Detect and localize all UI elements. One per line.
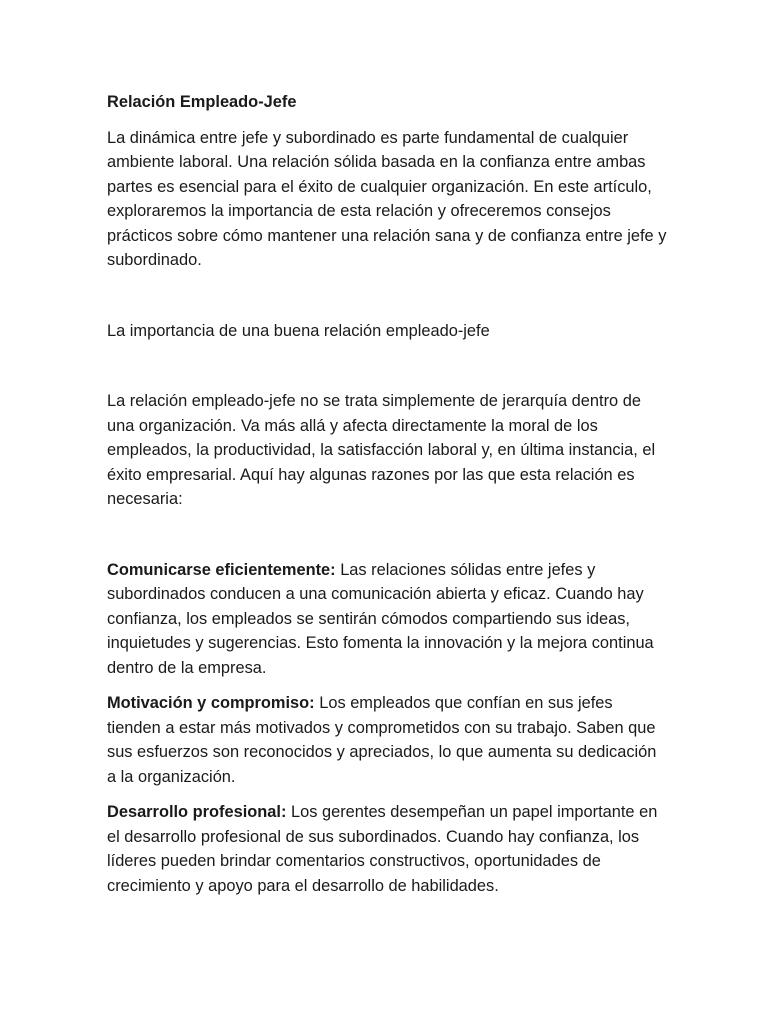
item-lead: Motivación y compromiso: <box>107 694 315 712</box>
item-lead: Comunicarse eficientemente: <box>107 560 336 579</box>
document-body <box>107 90 667 909</box>
list-item-motivation <box>107 691 667 789</box>
list-item-development <box>107 800 667 898</box>
section-paragraph: La relación empleado-jefe no se trata simplemente de jerarquía dentro de una organización. Va más allá y afecta directamente la moral de los empleados, la productividad, la satisfacción laboral y, en última instancia, el éxito empresarial. Aquí hay algunas razones por las que esta relación es necesaria: <box>107 392 656 508</box>
intro-paragraph: La dinámica entre jefe y subordinado es parte fundamental de cualquier ambiente laboral. Una relación sólida basada en la confianza entre ambas partes es esencial para el éxito de cualquier organización. En este artículo, exploraremos la importancia de esta relación y ofreceremos consejos prácticos sobre cómo mantener una relación sana y de confianza entre jefe y subordinado. <box>107 128 667 269</box>
section-heading: La importancia de una buena relación empleado-jefe <box>107 321 490 340</box>
item-text: Los empleados que confían en sus jefes tienden a estar más motivados y comprometidos con su trabajo. Saben que sus esfuerzos son reconocidos y apreciados, lo que aumenta su dedicación a la organización. <box>107 694 657 786</box>
list-item-communication <box>107 558 667 681</box>
document-title: Relación Empleado-Jefe <box>107 93 297 111</box>
item-lead: Desarrollo profesional: <box>107 803 287 821</box>
item-text: Los gerentes desempeñan un papel importante en el desarrollo profesional de sus subordinados. Cuando hay confianza, los líderes pueden brindar comentarios constructivos, oportunidades de crecimiento y apoyo para el desarrollo de habilidades. <box>107 803 658 895</box>
item-text: Las relaciones sólidas entre jefes y subordinados conducen a una comunicación abierta y eficaz. Cuando hay confianza, los empleados se sentirán cómodos compartiendo sus ideas, inquietudes y sugerencias. Esto fomenta la innovación y la mejora continua dentro de la empresa. <box>107 560 654 677</box>
